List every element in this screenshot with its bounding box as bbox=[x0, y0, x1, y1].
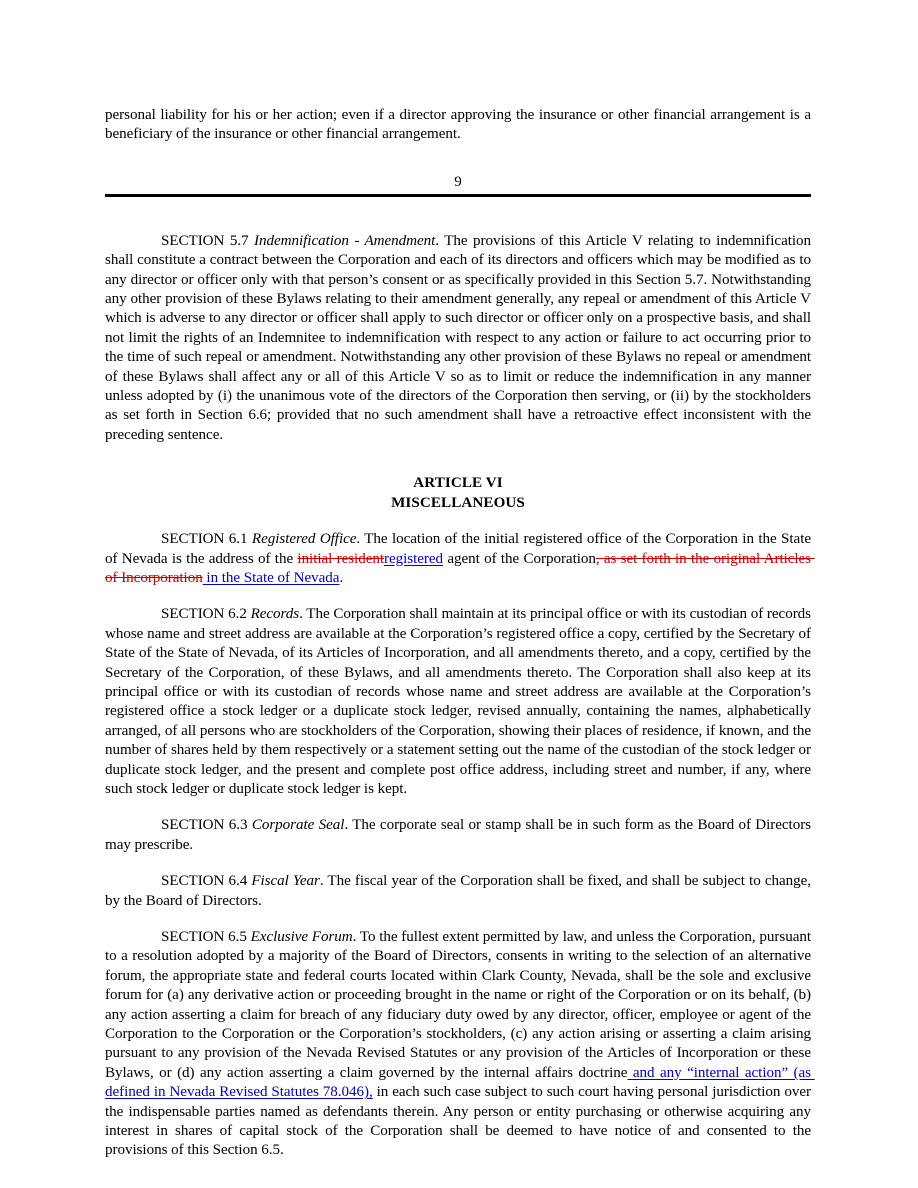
page-number: 9 bbox=[454, 173, 462, 190]
page-content bbox=[105, 106, 815, 1161]
header-rule bbox=[105, 194, 811, 197]
section-6-5-insertion-1: and any “internal action” (as defined in Nevada Revised Statutes 78.046), bbox=[105, 1064, 815, 1101]
section-6-1-deletion-1: initial resident bbox=[297, 550, 384, 567]
section-6-4-body: . The fiscal year of the Corporation shall be fixed, and shall be subject to change, by the Board of Directors. bbox=[105, 873, 815, 909]
article-vi-subheading: MISCELLANEOUS bbox=[391, 494, 525, 511]
section-6-2-title: Records bbox=[250, 606, 300, 623]
section-6-2-body: . The Corporation shall maintain at its principal office or with its custodian of records whose name and street address are available at the Corporation’s registered office a copy, certified by the Secretary of State of the State of Nevada, of its Articles of Incorporation, and all amendments thereto, and a copy, certified by the Secretary of the Corporation, of these Bylaws, and all amendments thereto. The Corporation shall also keep at its principal office or with its custodian of records whose name and street address are available at the Corporation’s registered office a stock ledger or a duplicate stock ledger, revised annually, containing the names, alphabetically arranged, of all persons who are stockholders of the Corporation, showing their places of residence, if known, and the number of shares held by them respectively or a statement setting out the name of the custodian of the stock ledger or duplicate stock ledger, and the present and complete post office address, including street and number, if any, where such stock ledger or duplicate stock ledger is kept. bbox=[105, 606, 815, 797]
section-5-7-paragraph bbox=[105, 232, 815, 445]
section-6-1-deletion-2: , as set forth in the original Articles of Incorporation bbox=[105, 550, 815, 586]
section-6-3-paragraph bbox=[105, 816, 815, 855]
section-6-1-text-1: . The location of the initial registered office of the Corporation in the State of Nevada is the address of the bbox=[105, 531, 815, 567]
section-6-5-title: Exclusive Forum bbox=[250, 929, 353, 945]
section-6-1-insertion-2: in the State of Nevada bbox=[202, 569, 340, 586]
section-6-3-title: Corporate Seal bbox=[251, 817, 345, 834]
section-6-1-title: Registered Office bbox=[251, 531, 357, 548]
section-6-5-text-1: . To the fullest extent permitted by law, and unless the Corporation, pursuant to a resolution adopted by a majority of the Board of Directors, consents in writing to the selection of an alternative forum, the appropriate state and federal courts located within Clark County, Nevada, shall be the sole and exclusive forum for (a) any derivative action or proceeding brought in the name or right of the Corporation or on its behalf, (b) any action asserting a claim for breach of any fiduciary duty owed by any director, officer, employee or agent of the Corporation to the Corporation or the Corporation’s stockholders, (c) any action arising or asserting a claim arising pursuant to any provision of the Nevada Revised Statutes or any provision of the Articles of Incorporation or these Bylaws, or (d) any action asserting a claim governed by the internal affairs doctrine bbox=[105, 929, 815, 1081]
section-6-5-paragraph bbox=[105, 928, 815, 1161]
section-6-4-label: SECTION 6.4 bbox=[161, 873, 252, 890]
page-number-block bbox=[105, 174, 811, 197]
section-5-7-body: . The provisions of this Article V relating to indemnification shall constitute a contract between the Corporation and each of its directors and officers which may be modified as to any director or officer only with that person’s consent or as specifically provided in this Section 5.7. Notwithstanding any other provision of these Bylaws relating to their amendment generally, any repeal or amendment of this Article V which is adverse to any director or officer shall apply to such director or officer only on a prospective basis, and shall not limit the rights of an Indemnitee to indemnification with respect to any action or failure to act occurring prior to the time of such repeal or amendment. Notwithstanding any other provision of these Bylaws no repeal or amendment of these Bylaws shall affect any or all of this Article V so as to limit or reduce the indemnification in any manner unless adopted by (i) the unanimous vote of the directors of the Corporation then serving, or (ii) by the stockholders as set forth in Section 6.6; provided that no such amendment shall have a retroactive effect inconsistent with the preceding sentence. bbox=[105, 232, 815, 443]
section-5-7-label: SECTION 5.7 bbox=[161, 232, 255, 249]
section-6-4-paragraph bbox=[105, 872, 815, 911]
carryover-paragraph: personal liability for his or her action; even if a director approving the insurance or other financial arrangement is a beneficiary of the insurance or other financial arrangement. bbox=[105, 107, 811, 143]
section-6-1-text-2: agent of the Corporation bbox=[443, 550, 596, 567]
section-6-1-insertion-1: registered bbox=[383, 550, 443, 567]
section-6-2-paragraph bbox=[105, 605, 815, 799]
section-5-7-title: Indemnification - Amendment bbox=[254, 232, 436, 249]
section-6-3-label: SECTION 6.3 bbox=[161, 817, 252, 834]
section-6-5-label: SECTION 6.5 bbox=[161, 929, 251, 945]
section-6-1-paragraph bbox=[105, 530, 815, 588]
section-6-5-text-2: in each such case subject to such court having personal jurisdiction over the indispensable parties named as defendants therein. Any person or entity purchasing or otherwise acquiring any interest in shares of capital stock of the Corporation shall be deemed to have notice of and consented to the provisions of this Section 6.5. bbox=[105, 1084, 815, 1159]
section-6-2-label: SECTION 6.2 bbox=[161, 606, 251, 623]
section-6-1-label: SECTION 6.1 bbox=[161, 531, 252, 548]
article-vi-heading: ARTICLE VI bbox=[413, 475, 503, 492]
section-6-1-text-3: . bbox=[339, 569, 344, 586]
section-6-3-body: . The corporate seal or stamp shall be in such form as the Board of Directors may prescribe. bbox=[105, 817, 815, 853]
section-6-4-title: Fiscal Year bbox=[251, 873, 320, 890]
